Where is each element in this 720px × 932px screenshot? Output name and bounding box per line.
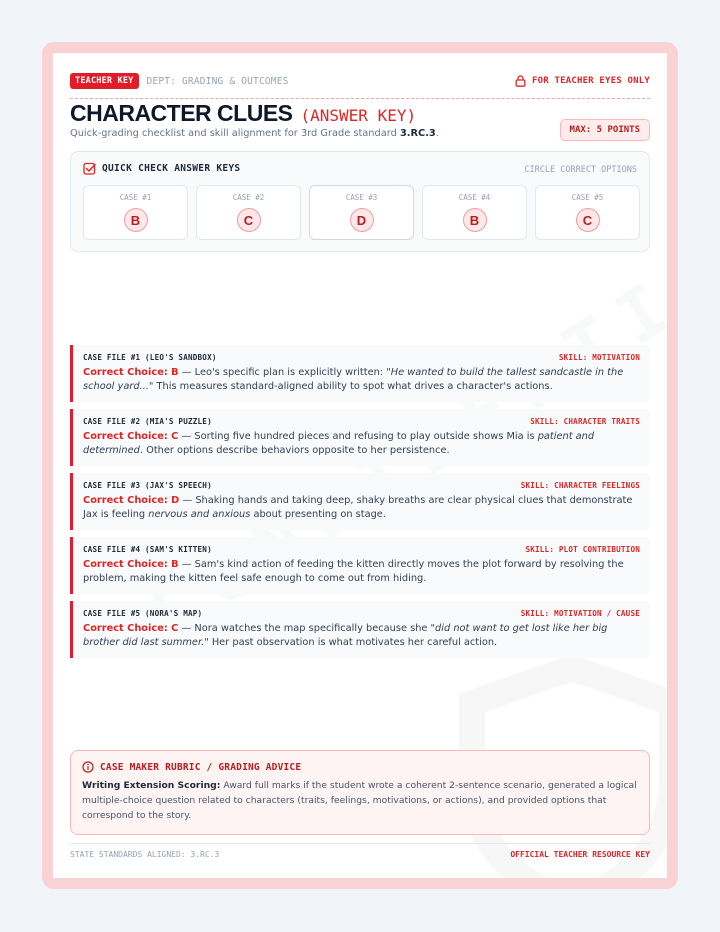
case-file-card — [70, 345, 650, 402]
info-icon — [82, 761, 94, 773]
correct-choice: Correct Choice: B — [83, 559, 179, 570]
explanation-text: — Sorting five hundred pieces and refusing to play outside shows Mia is — [178, 431, 538, 442]
case-file-title: CASE FILE #1 (LEO'S SANDBOX) — [83, 353, 217, 362]
footer-resource-key: OFFICIAL TEACHER RESOURCE KEY — [510, 850, 650, 859]
case-skill-tag: SKILL: CHARACTER TRAITS — [530, 417, 640, 426]
rubric-panel — [70, 750, 650, 835]
teacher-key-badge: TEACHER KEY — [70, 73, 139, 89]
case-skill-tag: SKILL: MOTIVATION — [558, 353, 640, 362]
title-tag: (ANSWER KEY) — [300, 106, 417, 125]
case-file-header — [83, 417, 640, 426]
header-divider — [70, 98, 650, 99]
footer-standards: STATE STANDARDS ALIGNED: 3.RC.3 — [70, 850, 220, 859]
case-explanation — [83, 430, 640, 457]
answer-card — [83, 185, 188, 240]
case-file-header — [83, 353, 640, 362]
case-file-title: CASE FILE #2 (MIA'S PUZZLE) — [83, 417, 212, 426]
case-skill-tag: SKILL: PLOT CONTRIBUTION — [525, 545, 640, 554]
rubric-lead: Writing Extension Scoring: — [82, 780, 221, 791]
answer-card — [422, 185, 527, 240]
answer-card — [309, 185, 414, 240]
case-file-card — [70, 473, 650, 530]
rubric-header — [82, 761, 638, 773]
rubric-body — [82, 778, 638, 823]
correct-choice: Correct Choice: D — [83, 495, 180, 506]
rubric-title: CASE MAKER RUBRIC / GRADING ADVICE — [100, 761, 302, 773]
case-skill-tag: SKILL: MOTIVATION / CAUSE — [520, 609, 640, 618]
case-file-header — [83, 481, 640, 490]
answer-key-page — [53, 53, 667, 878]
answer-circle: B — [463, 208, 487, 232]
quick-check-hint: CIRCLE CORRECT OPTIONS — [524, 165, 637, 175]
footer-divider — [70, 843, 650, 844]
answer-circle: C — [237, 208, 261, 232]
explanation-text: — Shaking hands and taking deep, shaky breaths are clear physical clues that demonstrate Jax is feeling — [83, 495, 633, 520]
top-bar — [70, 70, 650, 92]
explanation-text: — Leo's specific plan is explicitly written: — [178, 367, 387, 378]
case-explanation — [83, 494, 640, 521]
answer-circle: B — [124, 208, 148, 232]
answer-circle: C — [576, 208, 600, 232]
correct-choice: Correct Choice: C — [83, 431, 179, 442]
explanation-text: Her past observation is what motivates her careful action. — [208, 636, 498, 648]
case-explanation — [83, 622, 640, 649]
answer-card — [535, 185, 640, 240]
correct-choice: Correct Choice: C — [83, 623, 179, 634]
case-file-card — [70, 601, 650, 658]
subtitle-text: Quick-grading checklist and skill alignment for 3rd Grade standard — [70, 128, 400, 139]
explanation-text: — Nora watches the map specifically because she — [178, 623, 431, 634]
case-label: CASE #4 — [458, 193, 491, 202]
case-label: CASE #5 — [571, 193, 604, 202]
explanation-text: This measures standard-aligned ability to spot what drives a character's actions. — [153, 380, 553, 392]
explanation-text: — Sam's kind action of feeding the kitten directly moves the plot forward by resolving the problem, making the kitten feel safe enough to come out from hiding. — [83, 559, 624, 584]
page-subtitle — [70, 128, 439, 139]
quoted-evidence: "He wanted to build the tallest sandcastle in the school yard..." — [83, 367, 624, 392]
rubric-text: Award full marks if the student wrote a coherent 2-sentence scenario, generated a logical multiple-choice question related to characters (traits, feelings, motivations, or actions), and provided options that correspond to the story. — [82, 780, 637, 821]
case-file-title: CASE FILE #3 (JAX'S SPEECH) — [83, 481, 212, 490]
case-explanation — [83, 558, 640, 585]
answer-card-row — [83, 185, 640, 240]
quoted-evidence: patient and determined — [83, 431, 595, 456]
explanation-text: about presenting on stage. — [250, 508, 386, 520]
checkbox-icon — [83, 162, 96, 175]
case-file-list — [70, 345, 650, 665]
subtitle-end: . — [435, 128, 439, 139]
case-file-header — [83, 545, 640, 554]
case-label: CASE #3 — [345, 193, 378, 202]
page-title: CHARACTER CLUES — [70, 100, 293, 126]
case-label: CASE #1 — [119, 193, 152, 202]
case-label: CASE #2 — [232, 193, 265, 202]
restriction-notice — [515, 75, 650, 87]
max-points-badge: MAX: 5 POINTS — [560, 119, 650, 141]
case-file-card — [70, 537, 650, 594]
answer-circle: D — [350, 208, 374, 232]
department-label: DEPT: GRADING & OUTCOMES — [146, 75, 289, 87]
lock-icon — [515, 75, 526, 87]
case-file-title: CASE FILE #4 (SAM'S KITTEN) — [83, 545, 212, 554]
quick-check-title: QUICK CHECK ANSWER KEYS — [102, 163, 241, 174]
case-file-header — [83, 609, 640, 618]
case-file-card — [70, 409, 650, 466]
restriction-text: FOR TEACHER EYES ONLY — [532, 76, 650, 86]
case-explanation — [83, 366, 640, 393]
case-file-title: CASE FILE #5 (NORA'S MAP) — [83, 609, 203, 618]
explanation-text: . Other options describe behaviors opposite to her persistence. — [139, 444, 450, 456]
case-skill-tag: SKILL: CHARACTER FEELINGS — [520, 481, 640, 490]
answer-card — [196, 185, 301, 240]
quoted-evidence: "did not want to get lost like her big brother did last summer." — [83, 623, 608, 648]
quoted-evidence: nervous and anxious — [148, 508, 251, 520]
standard-code: 3.RC.3 — [399, 128, 436, 139]
correct-choice: Correct Choice: B — [83, 367, 179, 378]
title-row — [70, 100, 416, 127]
quick-check-header — [83, 162, 240, 175]
quick-check-panel — [70, 151, 650, 252]
